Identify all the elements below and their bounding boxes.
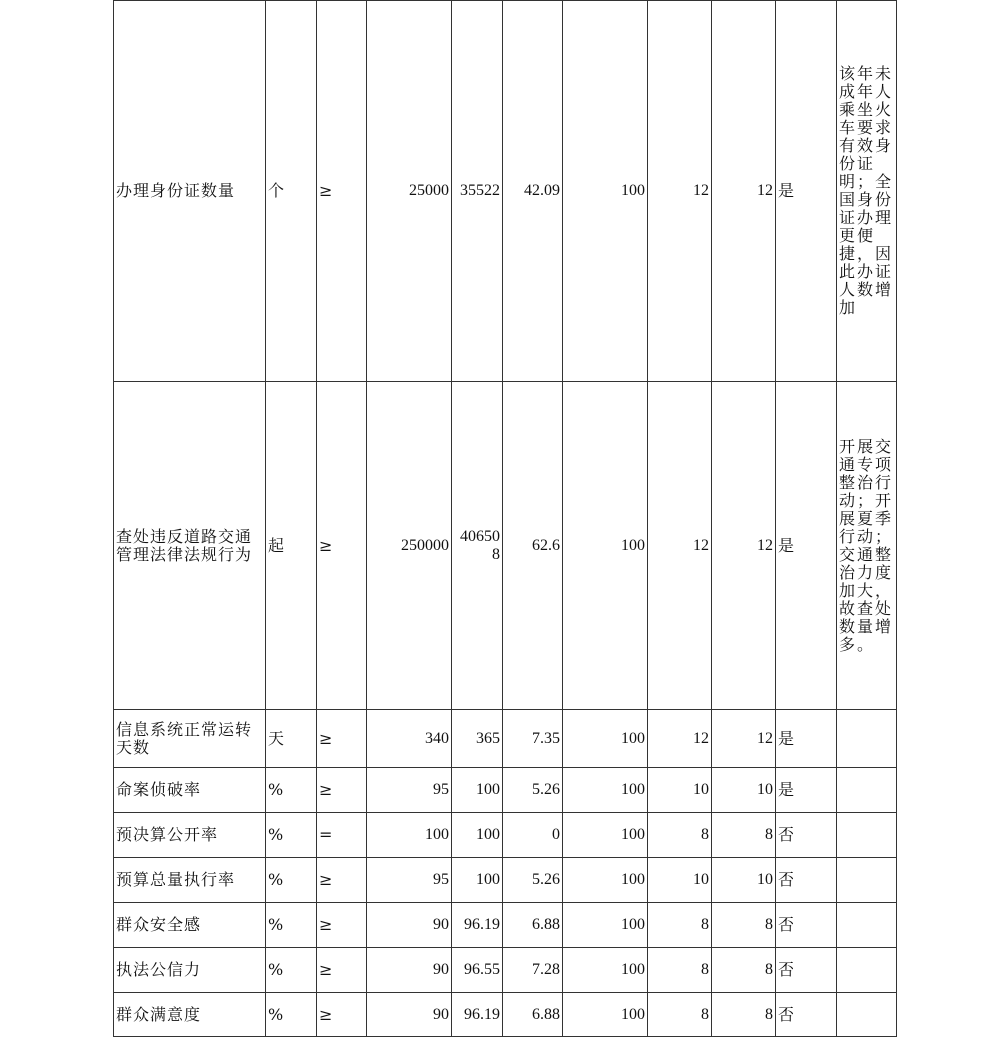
indicator-name: 预决算公开率 — [114, 813, 266, 858]
indicator-unit: % — [266, 903, 317, 948]
score-base: 100 — [563, 948, 648, 993]
deviation-flag: 是 — [776, 1, 837, 382]
table-row — [114, 382, 897, 710]
table-row — [114, 858, 897, 903]
deviation-rate: 42.09 — [503, 1, 563, 382]
score-value: 8 — [712, 813, 776, 858]
actual-value: 100 — [452, 858, 503, 903]
actual-value: 406508 — [452, 382, 503, 710]
target-value: 95 — [367, 858, 452, 903]
deviation-rate: 7.35 — [503, 710, 563, 768]
score-value: 8 — [712, 948, 776, 993]
weight-value: 10 — [648, 768, 712, 813]
deviation-note — [837, 768, 897, 813]
indicator-name: 预算总量执行率 — [114, 858, 266, 903]
indicator-unit: % — [266, 813, 317, 858]
score-base: 100 — [563, 813, 648, 858]
deviation-rate: 6.88 — [503, 993, 563, 1037]
indicator-name: 群众满意度 — [114, 993, 266, 1037]
weight-value: 8 — [648, 903, 712, 948]
score-base: 100 — [563, 382, 648, 710]
target-value: 90 — [367, 903, 452, 948]
score-base: 100 — [563, 710, 648, 768]
indicator-unit: % — [266, 768, 317, 813]
actual-value: 96.19 — [452, 993, 503, 1037]
deviation-note — [837, 993, 897, 1037]
deviation-note — [837, 948, 897, 993]
deviation-rate: 6.88 — [503, 903, 563, 948]
deviation-note — [837, 903, 897, 948]
score-base: 100 — [563, 993, 648, 1037]
deviation-flag: 是 — [776, 710, 837, 768]
score-value: 10 — [712, 768, 776, 813]
weight-value: 12 — [648, 710, 712, 768]
table-row — [114, 993, 897, 1037]
indicator-operator: = — [317, 813, 367, 858]
indicator-name: 执法公信力 — [114, 948, 266, 993]
deviation-rate: 5.26 — [503, 858, 563, 903]
deviation-flag: 否 — [776, 948, 837, 993]
deviation-note: 该年未成年人乘坐火车要求有效身份证明；全国身份证办理更便捷，因此办证人数增加 — [837, 1, 897, 382]
indicator-operator: ≥ — [317, 993, 367, 1037]
table-row — [114, 1, 897, 382]
deviation-flag: 否 — [776, 813, 837, 858]
score-base: 100 — [563, 858, 648, 903]
indicator-unit: % — [266, 948, 317, 993]
indicator-name: 群众安全感 — [114, 903, 266, 948]
score-value: 8 — [712, 993, 776, 1037]
deviation-rate: 62.6 — [503, 382, 563, 710]
table-row — [114, 813, 897, 858]
deviation-rate: 5.26 — [503, 768, 563, 813]
actual-value: 96.55 — [452, 948, 503, 993]
indicator-unit: 天 — [266, 710, 317, 768]
deviation-rate: 0 — [503, 813, 563, 858]
performance-indicator-table — [113, 0, 897, 1037]
indicator-operator: ≥ — [317, 903, 367, 948]
weight-value: 8 — [648, 813, 712, 858]
deviation-flag: 是 — [776, 768, 837, 813]
indicator-operator: ≥ — [317, 382, 367, 710]
weight-value: 10 — [648, 858, 712, 903]
indicator-name: 查处违反道路交通管理法律法规行为 — [114, 382, 266, 710]
deviation-flag: 否 — [776, 858, 837, 903]
indicator-operator: ≥ — [317, 768, 367, 813]
actual-value: 96.19 — [452, 903, 503, 948]
indicator-operator: ≥ — [317, 858, 367, 903]
score-base: 100 — [563, 1, 648, 382]
target-value: 90 — [367, 993, 452, 1037]
indicator-name: 信息系统正常运转天数 — [114, 710, 266, 768]
target-value: 250000 — [367, 382, 452, 710]
table-row — [114, 903, 897, 948]
deviation-note — [837, 858, 897, 903]
indicator-operator: ≥ — [317, 1, 367, 382]
indicator-unit: % — [266, 993, 317, 1037]
target-value: 25000 — [367, 1, 452, 382]
target-value: 100 — [367, 813, 452, 858]
table-row — [114, 710, 897, 768]
table-row — [114, 768, 897, 813]
actual-value: 365 — [452, 710, 503, 768]
indicator-operator: ≥ — [317, 710, 367, 768]
deviation-flag: 否 — [776, 903, 837, 948]
indicator-name: 命案侦破率 — [114, 768, 266, 813]
actual-value: 35522 — [452, 1, 503, 382]
weight-value: 8 — [648, 948, 712, 993]
score-value: 12 — [712, 710, 776, 768]
target-value: 90 — [367, 948, 452, 993]
actual-value: 100 — [452, 813, 503, 858]
target-value: 340 — [367, 710, 452, 768]
score-value: 12 — [712, 382, 776, 710]
indicator-unit: 个 — [266, 1, 317, 382]
score-base: 100 — [563, 768, 648, 813]
deviation-note — [837, 813, 897, 858]
target-value: 95 — [367, 768, 452, 813]
score-value: 8 — [712, 903, 776, 948]
weight-value: 12 — [648, 382, 712, 710]
score-value: 12 — [712, 1, 776, 382]
weight-value: 8 — [648, 993, 712, 1037]
actual-value: 100 — [452, 768, 503, 813]
table-row — [114, 948, 897, 993]
deviation-note: 开展交通专项整治行动；开展夏季行动；交通整治力度加大，故查处数量增多。 — [837, 382, 897, 710]
indicator-unit: % — [266, 858, 317, 903]
indicator-unit: 起 — [266, 382, 317, 710]
score-base: 100 — [563, 903, 648, 948]
indicator-name: 办理身份证数量 — [114, 1, 266, 382]
score-value: 10 — [712, 858, 776, 903]
deviation-note — [837, 710, 897, 768]
deviation-rate: 7.28 — [503, 948, 563, 993]
weight-value: 12 — [648, 1, 712, 382]
deviation-flag: 是 — [776, 382, 837, 710]
deviation-flag: 否 — [776, 993, 837, 1037]
indicator-operator: ≥ — [317, 948, 367, 993]
